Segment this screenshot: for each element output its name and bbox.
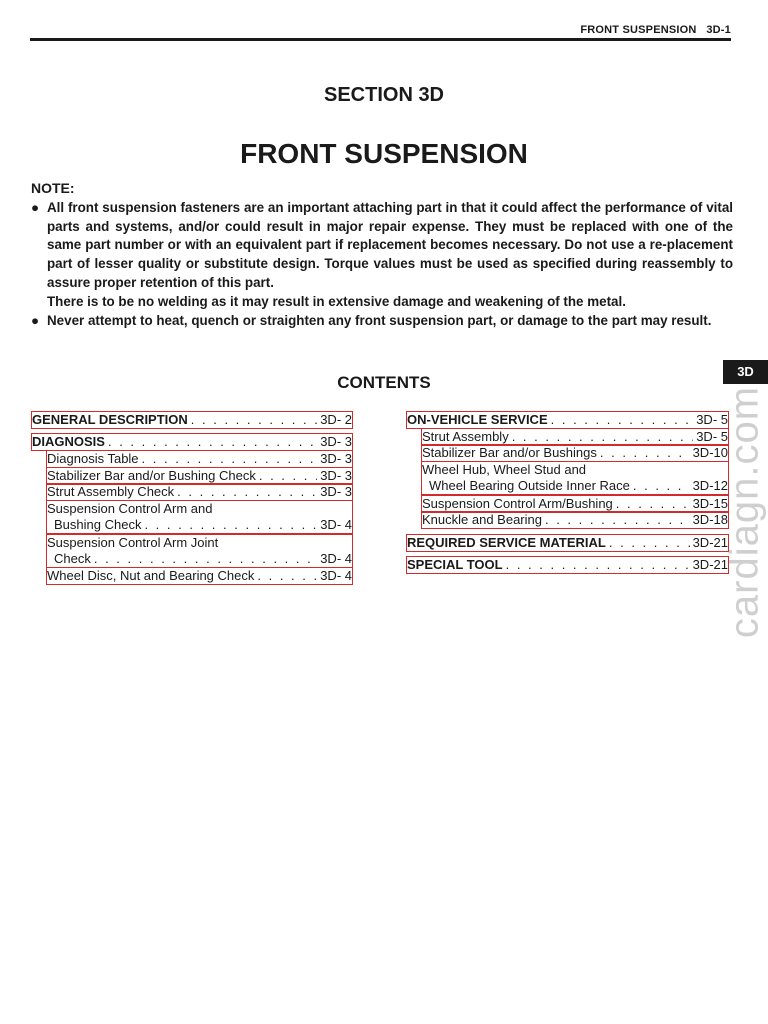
toc-entry-required-service-material[interactable] bbox=[406, 534, 729, 552]
toc-entry-wheel-hub[interactable] bbox=[421, 461, 729, 495]
toc-label: SPECIAL TOOL bbox=[407, 557, 503, 572]
toc-entry-on-vehicle-service[interactable] bbox=[406, 411, 729, 429]
toc-label: REQUIRED SERVICE MATERIAL bbox=[407, 535, 606, 550]
toc-page: 3D- 3 bbox=[320, 451, 352, 466]
toc-page: 3D-21 bbox=[692, 535, 728, 550]
header-rule bbox=[30, 38, 731, 41]
note-item bbox=[31, 312, 733, 331]
toc-label-continued: Bushing Check bbox=[54, 517, 142, 532]
toc-page: 3D- 4 bbox=[320, 517, 352, 532]
toc-label: GENERAL DESCRIPTION bbox=[32, 412, 188, 427]
note-text: Never attempt to heat, quench or straighten any front suspension part, or damage to the part may result. bbox=[47, 313, 712, 329]
toc-entry-knuckle-bearing[interactable] bbox=[421, 511, 729, 529]
toc-entry-diagnosis-table[interactable] bbox=[46, 450, 353, 468]
note-label: NOTE: bbox=[31, 180, 75, 196]
toc-page: 3D- 3 bbox=[320, 468, 352, 483]
toc-label: Stabilizer Bar and/or Bushings bbox=[422, 445, 597, 460]
toc-page: 3D- 3 bbox=[320, 484, 352, 499]
toc-page: 3D-21 bbox=[692, 557, 728, 572]
toc-page: 3D- 2 bbox=[320, 412, 352, 427]
toc-label: Suspension Control Arm/Bushing bbox=[422, 496, 613, 511]
note-text: All front suspension fasteners are an important attaching part in that it could affect the performance of vital parts and systems, and/or could result in major repair expense. They must be replaced with one of the same part number or with an equivalent part if replacement becomes necessary. Do not use a re-placement part of lesser quality or substitute design. Torque values must be used as specified during reassembly to assure proper retention of this part. bbox=[47, 200, 733, 290]
toc-page: 3D-10 bbox=[692, 445, 728, 460]
toc-label: Wheel Disc, Nut and Bearing Check bbox=[47, 568, 255, 583]
toc-entry-special-tool[interactable] bbox=[406, 556, 729, 574]
note-item bbox=[31, 199, 733, 311]
running-header: FRONT SUSPENSION 3D-1 bbox=[580, 24, 731, 36]
bullet-icon: ● bbox=[31, 200, 40, 215]
toc-label: Strut Assembly bbox=[422, 429, 509, 444]
note-list bbox=[31, 199, 733, 331]
toc-page: 3D-15 bbox=[692, 496, 728, 511]
toc-label: Suspension Control Arm Joint bbox=[47, 535, 219, 550]
toc-page: 3D- 3 bbox=[320, 434, 352, 449]
toc-label: ON-VEHICLE SERVICE bbox=[407, 412, 548, 427]
section-label: SECTION 3D bbox=[323, 84, 445, 106]
toc-label: DIAGNOSIS bbox=[32, 434, 105, 449]
page-title: FRONT SUSPENSION bbox=[240, 138, 528, 169]
toc-label: Wheel Hub, Wheel Stud and bbox=[422, 462, 587, 477]
toc-page: 3D-18 bbox=[692, 512, 728, 527]
toc-page: 3D- 4 bbox=[320, 568, 352, 583]
bullet-icon: ● bbox=[31, 313, 40, 329]
toc-label: Suspension Control Arm and bbox=[47, 501, 213, 516]
toc-label-continued: Check bbox=[54, 551, 91, 566]
toc-label: Knuckle and Bearing bbox=[422, 512, 542, 527]
contents-heading: CONTENTS bbox=[337, 373, 431, 392]
toc-entry-general-description[interactable] bbox=[31, 411, 353, 429]
toc-page: 3D-12 bbox=[692, 478, 728, 493]
toc-page: 3D- 5 bbox=[696, 429, 728, 444]
toc-label: Diagnosis Table bbox=[47, 451, 139, 466]
section-tab-badge[interactable]: 3D bbox=[723, 360, 768, 384]
toc-page: 3D- 4 bbox=[320, 551, 352, 566]
toc-label: Stabilizer Bar and/or Bushing Check bbox=[47, 468, 256, 483]
toc-page: 3D- 5 bbox=[696, 412, 728, 427]
toc-entry-strut-assembly-check[interactable] bbox=[46, 483, 353, 501]
toc-entry-wheel-disc-check[interactable] bbox=[46, 567, 353, 585]
toc-label-continued: Wheel Bearing Outside Inner Race bbox=[429, 478, 630, 493]
toc-entry-diagnosis[interactable] bbox=[31, 433, 353, 451]
note-text-welding: There is to be no welding as it may result in extensive damage and weakening of the metal. bbox=[47, 293, 626, 309]
toc-entry-control-arm-bushing-check[interactable] bbox=[46, 500, 353, 534]
watermark: cardiagn.com bbox=[722, 385, 767, 639]
toc-label: Strut Assembly Check bbox=[47, 484, 175, 499]
toc-entry-control-arm-joint-check[interactable] bbox=[46, 534, 353, 568]
toc-entry-stabilizer-bar-bushings[interactable] bbox=[421, 444, 729, 462]
